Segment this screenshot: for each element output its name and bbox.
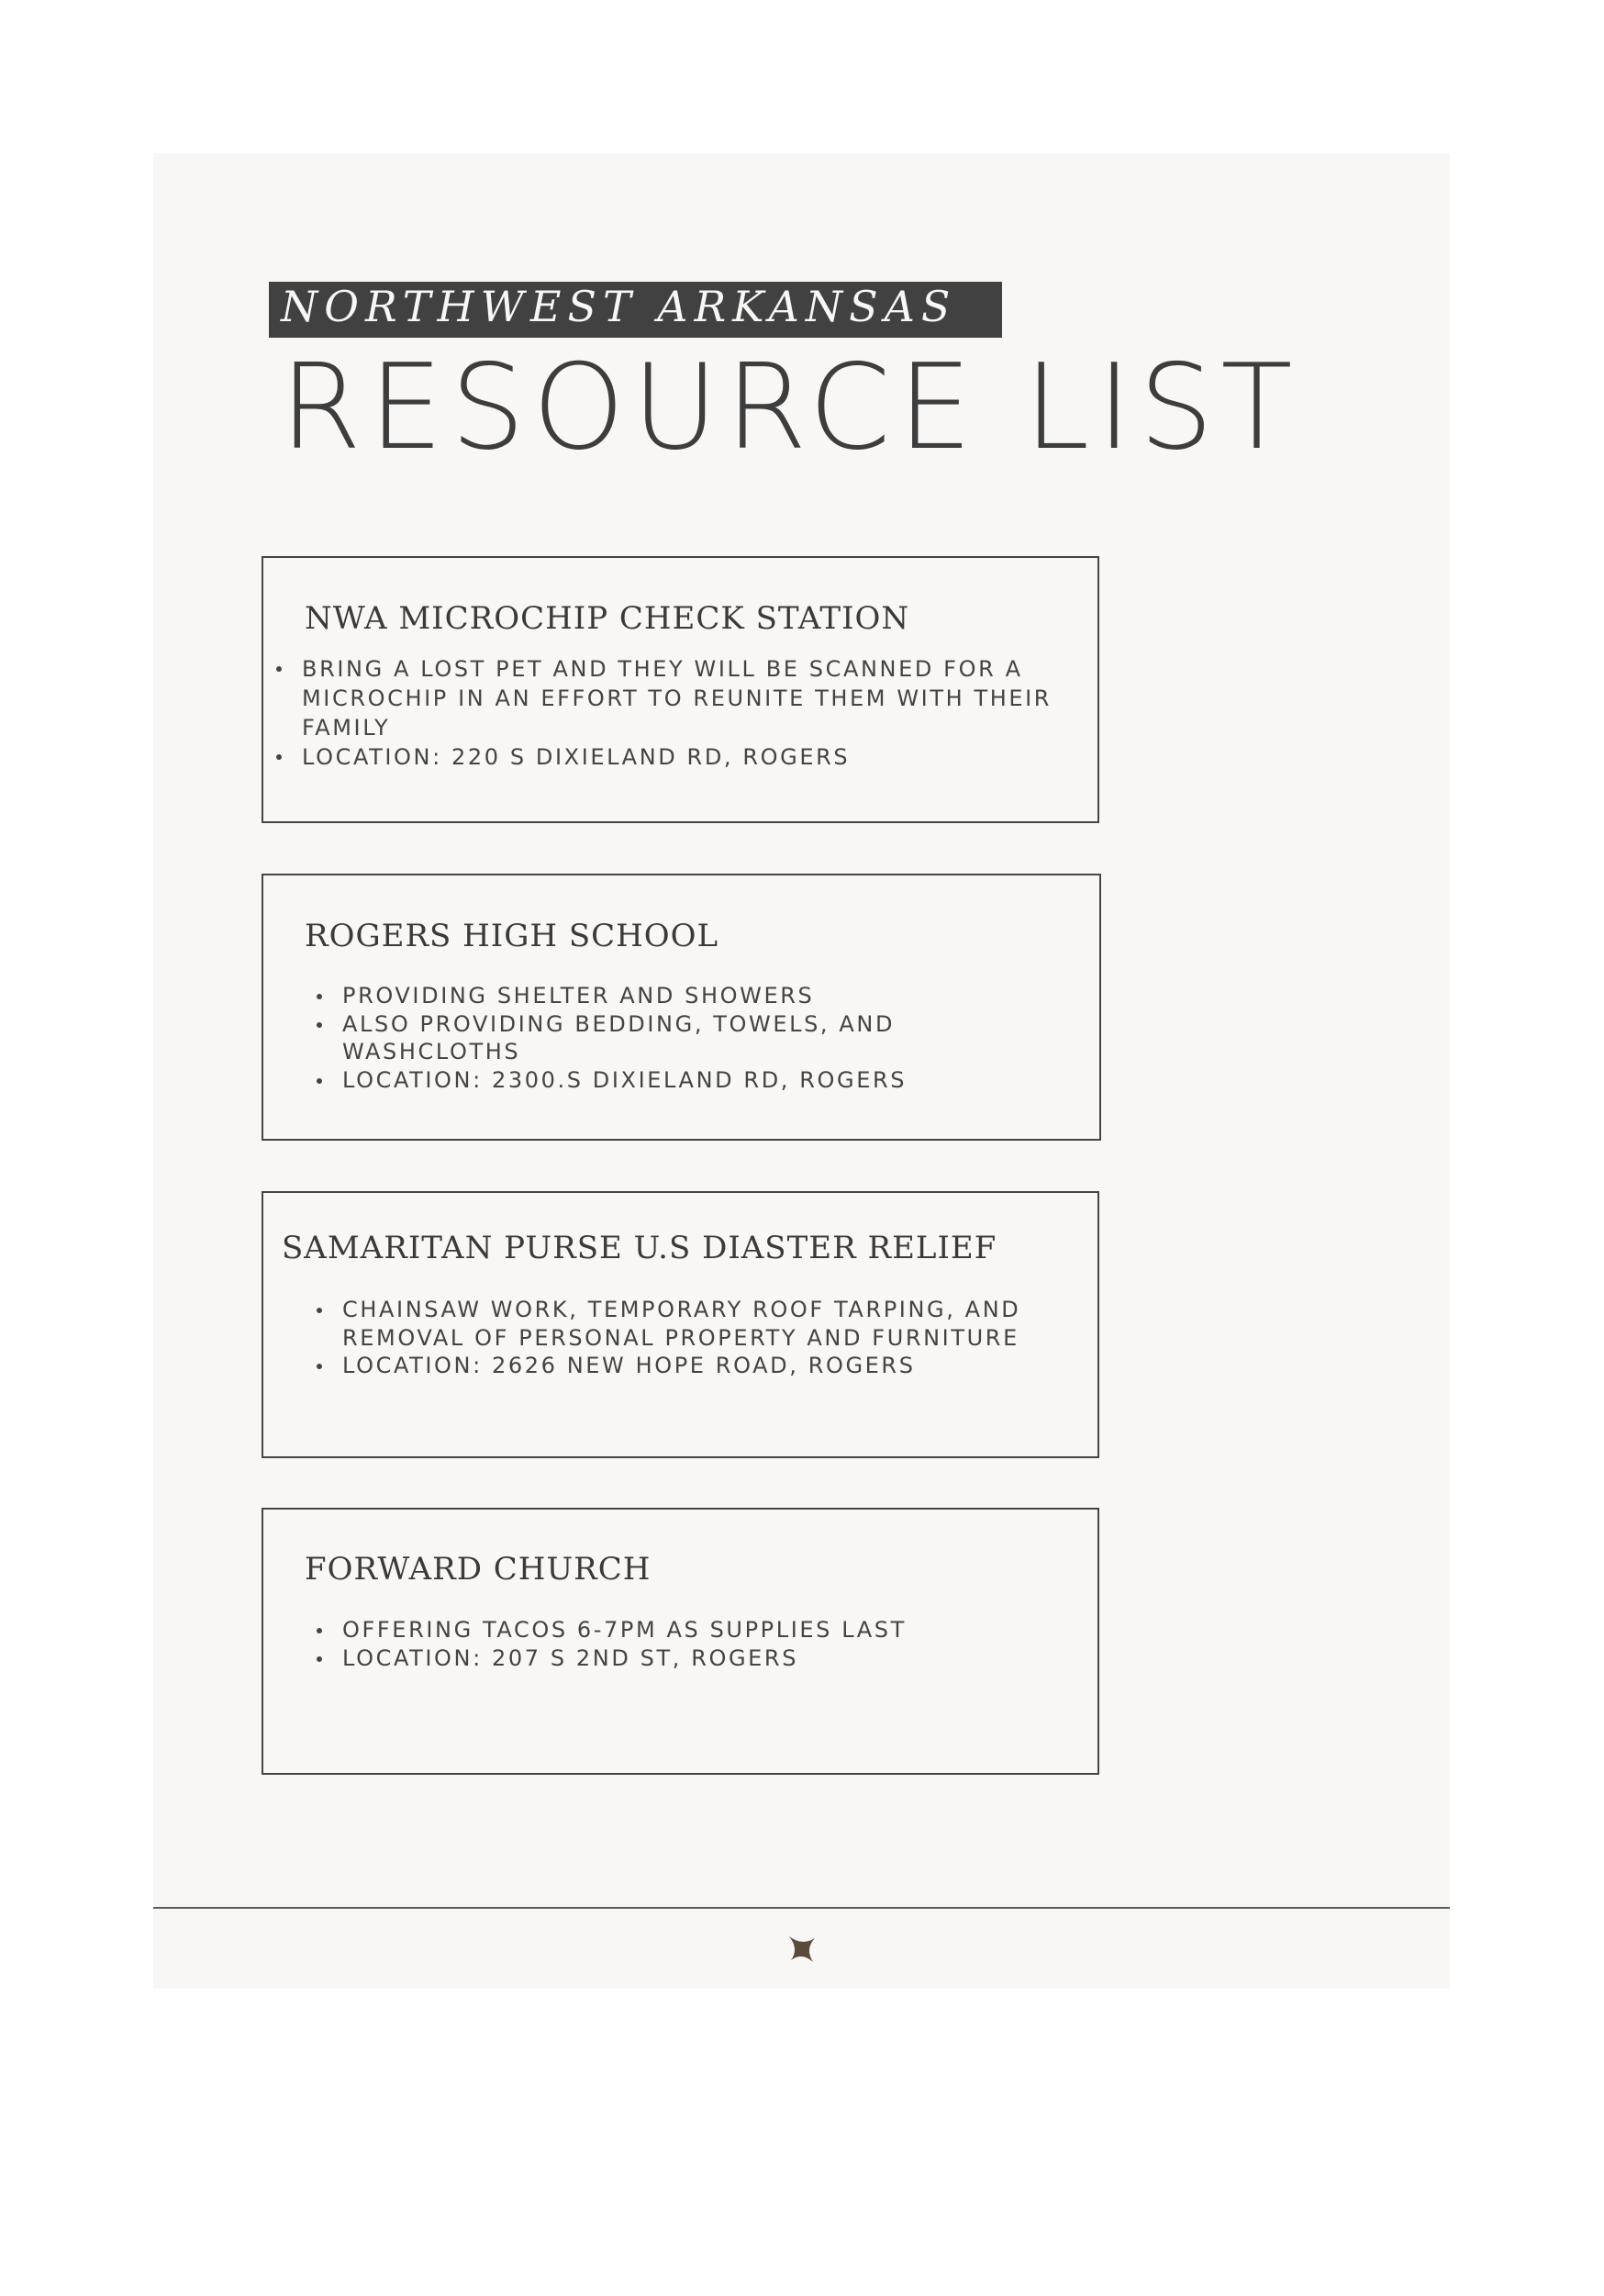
page-title: RESOURCE LIST (280, 340, 1300, 476)
list-item: LOCATION: 220 S DIXIELAND RD, ROGERS (302, 742, 1064, 772)
resource-card-rogers-high-school (262, 874, 1101, 1141)
card-title: NWA MICROCHIP CHECK STATION (305, 600, 910, 637)
card-title: SAMARITAN PURSE U.S DIASTER RELIEF (282, 1230, 997, 1266)
resource-card-microchip (262, 556, 1099, 823)
list-item: BRING A LOST PET AND THEY WILL BE SCANNED FOR A MICROCHIP IN AN EFFORT TO REUNITE THEM WITH THEIR FAMILY (302, 654, 1064, 742)
card-title: FORWARD CHURCH (305, 1551, 652, 1588)
sparkle-star-icon (785, 1933, 819, 1966)
page-subtitle: NORTHWEST ARKANSAS (281, 282, 957, 331)
list-item: CHAINSAW WORK, TEMPORARY ROOF TARPING, AND REMOVAL OF PERSONAL PROPERTY AND FURNITURE (342, 1296, 1076, 1352)
card-list (342, 1616, 1076, 1672)
resource-card-forward-church (262, 1508, 1099, 1775)
list-item: OFFERING TACOS 6-7PM AS SUPPLIES LAST (342, 1616, 1076, 1644)
list-item: LOCATION: 2626 NEW HOPE ROAD, ROGERS (342, 1352, 1076, 1380)
card-list (342, 1296, 1076, 1380)
list-item: PROVIDING SHELTER AND SHOWERS (342, 982, 985, 1010)
list-item: LOCATION: 2300.S DIXIELAND RD, ROGERS (342, 1066, 985, 1095)
card-list (302, 654, 1064, 772)
resource-card-samaritan-purse (262, 1191, 1099, 1458)
list-item: LOCATION: 207 S 2ND ST, ROGERS (342, 1644, 1076, 1673)
list-item: ALSO PROVIDING BEDDING, TOWELS, AND WASHCLOTHS (342, 1010, 985, 1066)
card-list (342, 982, 985, 1094)
footer-divider (153, 1907, 1450, 1909)
card-title: ROGERS HIGH SCHOOL (305, 918, 719, 954)
